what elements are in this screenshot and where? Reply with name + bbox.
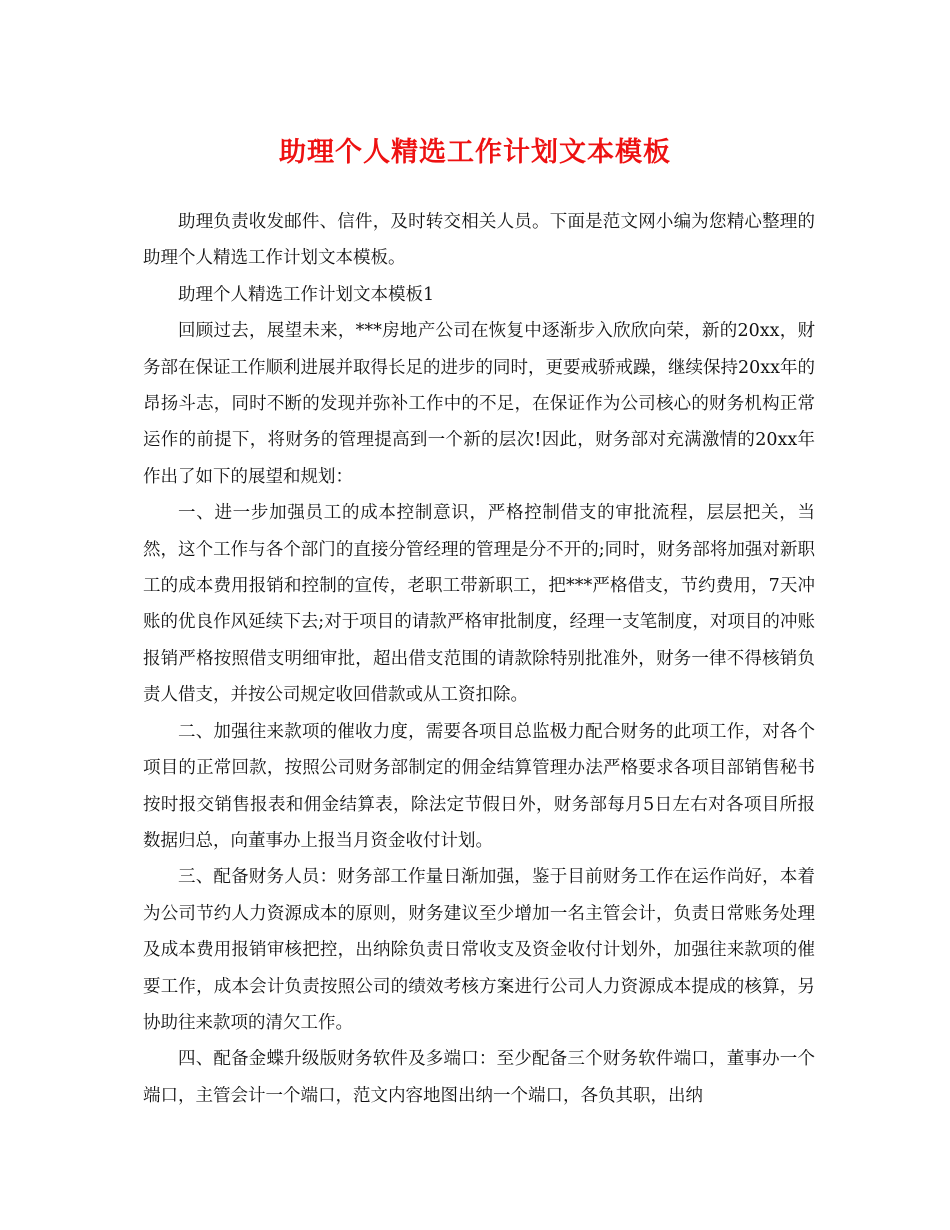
document-body	[143, 204, 815, 1114]
intro-paragraph: 助理负责收发邮件、信件，及时转交相关人员。下面是范文网小编为您精心整理的助理个人精选工作计划文本模板。	[143, 212, 815, 269]
body-paragraph: 三、配备财务人员：财务部工作量日渐加强，鉴于目前财务工作在运作尚好，本着为公司节约人力资源成本的原则，财务建议至少增加一名主管会计，负责日常账务处理及成本费用报销审核把控，出纳除负责日常收支及资金收付计划外，加强往来款项的催要工作，成本会计负责按照公司的绩效考核方案进行公司人力资源成本提成的核算，另协助往来款项的清欠工作。	[143, 867, 815, 1033]
document-title: 助理个人精选工作计划文本模板	[279, 137, 671, 168]
body-paragraph: 二、加强往来款项的催收力度，需要各项目总监极力配合财务的此项工作，对各个项目的正常回款，按照公司财务部制定的佣金结算管理办法严格要求各项目部销售秘书按时报交销售报表和佣金结算表，除法定节假日外，财务部每月5日左右对各项目所报数据归总，向董事办上报当月资金收付计划。	[143, 721, 815, 851]
section-heading: 助理个人精选工作计划文本模板1	[178, 284, 435, 305]
body-paragraph: 四、配备金蝶升级版财务软件及多端口：至少配备三个财务软件端口，董事办一个端口，主管会计一个端口，范文内容地图出纳一个端口，各负其职，出纳	[143, 1049, 815, 1106]
body-paragraph: 一、进一步加强员工的成本控制意识，严格控制借支的审批流程，层层把关，当然，这个工作与各个部门的直接分管经理的管理是分不开的;同时，财务部将加强对新职工的成本费用报销和控制的宣传，老职工带新职工，把***严格借支，节约费用，7天冲账的优良作风延续下去;对于项目的请款严格审批制度，经理一支笔制度，对项目的冲账报销严格按照借支明细审批，超出借支范围的请款除特别批准外，财务一律不得核销负责人借支，并按公司规定收回借款或从工资扣除。	[143, 503, 815, 706]
body-paragraph: 回顾过去，展望未来，***房地产公司在恢复中逐渐步入欣欣向荣，新的20xx，财务部在保证工作顺利进展并取得长足的进步的同时，更要戒骄戒躁，继续保持20xx年的昂扬斗志，同时不断的发现并弥补工作中的不足，在保证作为公司核心的财务机构正常运作的前提下，将财务的管理提高到一个新的层次!因此，财务部对充满激情的20xx年作出了如下的展望和规划：	[143, 321, 816, 487]
